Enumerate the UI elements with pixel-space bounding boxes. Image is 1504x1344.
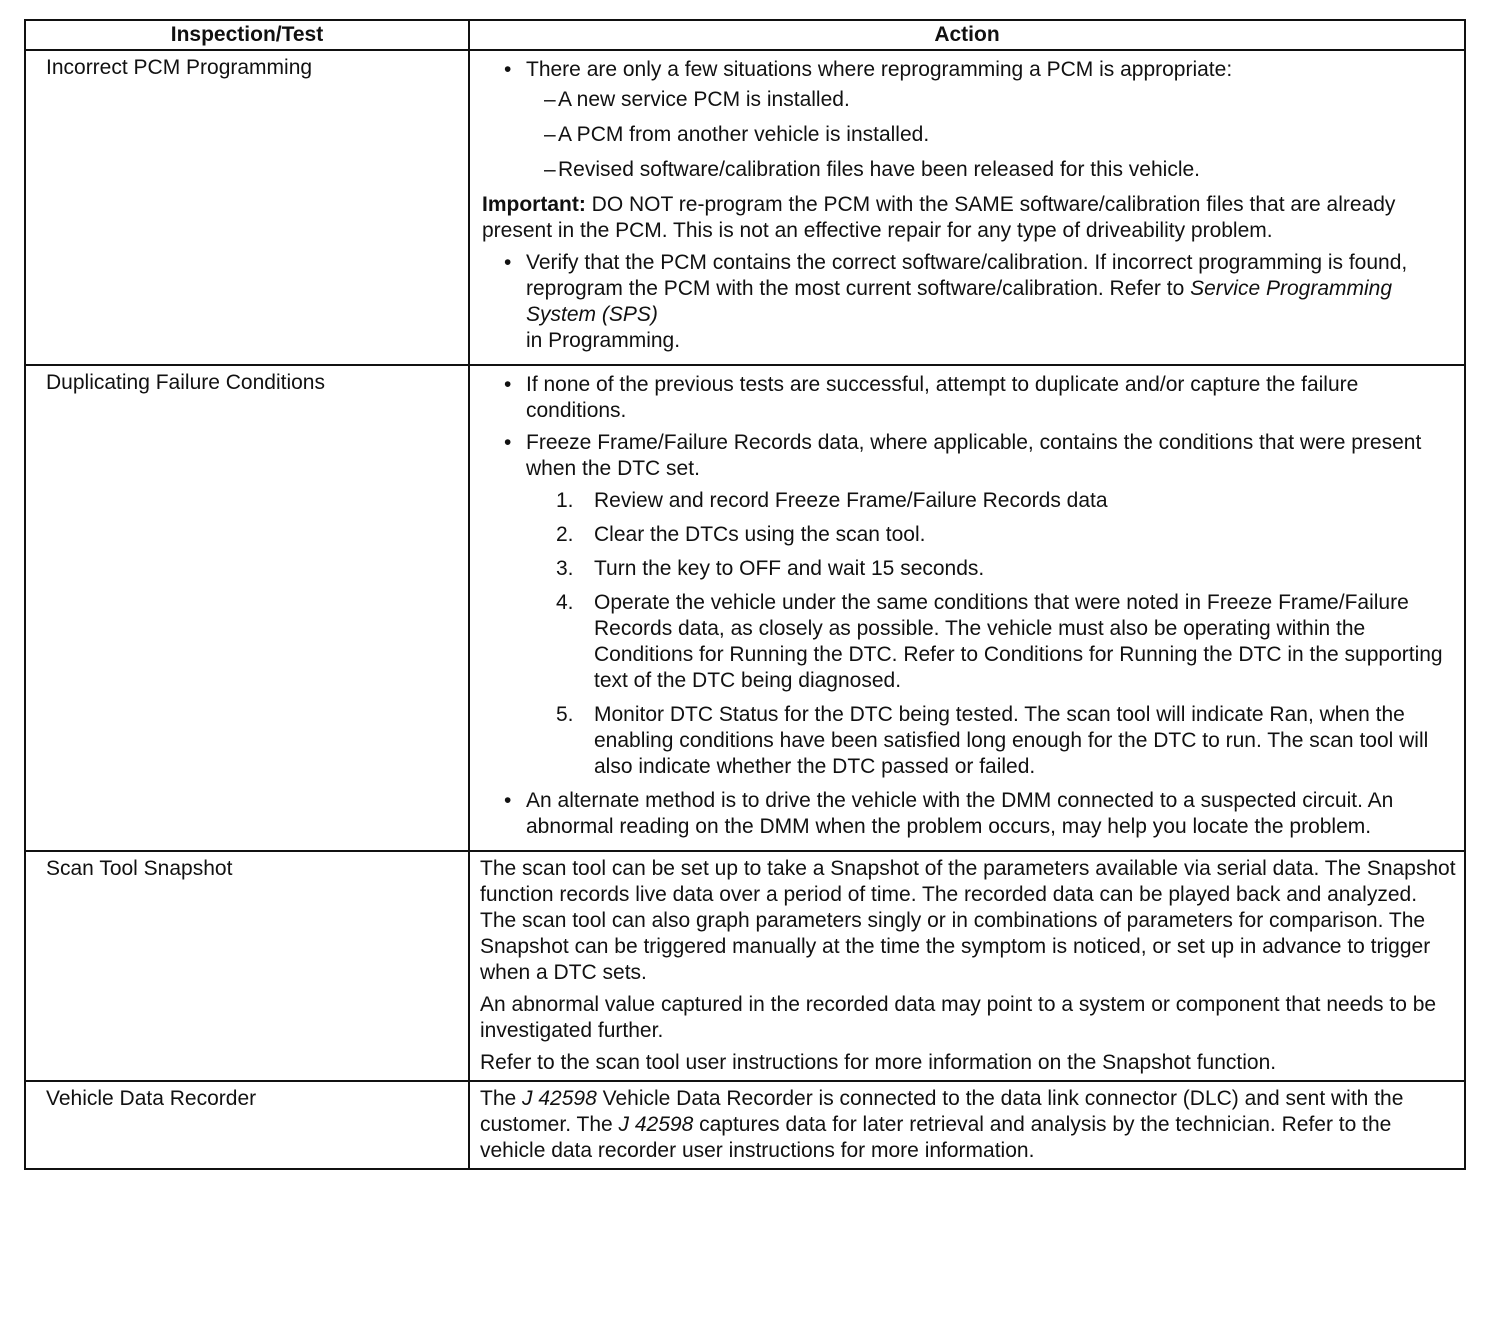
bullet-list xyxy=(480,250,1456,354)
paragraph: An abnormal value captured in the recorded data may point to a system or component that needs to be investigated further. xyxy=(480,993,1437,1042)
header-action: Action xyxy=(469,20,1465,50)
table-row xyxy=(25,851,1465,1081)
tool-number: J 42598 xyxy=(618,1113,694,1136)
inspection-test-table xyxy=(24,19,1466,1170)
bullet-item: • Verify that the PCM contains the correct software/calibration. If incorrect programming is found, reprogram the PCM with the most current software/calibration. Refer to Service Programming System (SPS) in Programming. xyxy=(480,250,1456,354)
row-label-scan-tool-snapshot: Scan Tool Snapshot xyxy=(25,851,469,1081)
step-item: 1. Review and record Freeze Frame/Failure Records data xyxy=(556,489,1108,512)
reference-link: Service Programming System (SPS) xyxy=(526,277,1393,326)
bullet-item: • If none of the previous tests are successful, attempt to duplicate and/or capture the failure conditions. xyxy=(480,372,1456,424)
important-label: Important: xyxy=(482,193,586,216)
bullet-item: • An alternate method is to drive the vehicle with the DMM connected to a suspected circuit. An abnormal reading on the DMM when the problem occurs, may help you locate the problem. xyxy=(480,788,1456,840)
table-row xyxy=(25,1081,1465,1169)
bullet-list xyxy=(480,57,1456,183)
dash-item: – A PCM from another vehicle is installed. xyxy=(526,122,1456,148)
tool-number: J 42598 xyxy=(522,1087,597,1110)
bullet-list xyxy=(480,372,1456,840)
paragraph: Refer to the scan tool user instructions for more information on the Snapshot function. xyxy=(480,1051,1277,1074)
dash-item: – A new service PCM is installed. xyxy=(526,87,1456,113)
bullet-item: • Freeze Frame/Failure Records data, where applicable, contains the conditions that were present when the DTC set. 1. Review and record Freeze Frame/Failure Records data 2. Clear the DTCs using the scan tool. 3. Turn the key to OFF and wait 15 seconds. 4. Operate the vehicle under the same conditions that were noted in Freeze Frame/Failure Records data, as closely as possible. The vehicle must also be operating within the Conditions for Running the DTC. Refer to Conditions for Running the DTC in the supporting text of the DTC being diagnosed. 5. Monitor DTC Status for the DTC being tested. The scan tool will indicate Ran, when the enabling conditions have been satisfied long enough for the DTC to run. The scan tool will also indicate whether the DTC passed or failed. xyxy=(480,430,1456,780)
step-item: 3. Turn the key to OFF and wait 15 seconds. xyxy=(556,557,985,580)
header-inspection-test: Inspection/Test xyxy=(25,20,469,50)
action-cell xyxy=(469,1081,1465,1169)
row-label-duplicating-failure-conditions: Duplicating Failure Conditions xyxy=(25,365,469,851)
step-item: 2. Clear the DTCs using the scan tool. xyxy=(556,523,926,546)
row-label-vehicle-data-recorder: Vehicle Data Recorder xyxy=(25,1081,469,1169)
row-label-incorrect-pcm-programming: Incorrect PCM Programming xyxy=(25,50,469,365)
bullet-item: • There are only a few situations where reprogramming a PCM is appropriate: – A new service PCM is installed. – A PCM from another vehicle is installed. – Revised software/calibration files have been released for this vehicle. xyxy=(480,57,1456,183)
paragraph: The J 42598 Vehicle Data Recorder is connected to the data link connector (DLC) and sent with the customer. The J 42598 captures data for later retrieval and analysis by the technician. Refer to the vehicle data recorder user instructions for more information. xyxy=(480,1087,1404,1162)
table-row xyxy=(25,365,1465,851)
step-item: 5. Monitor DTC Status for the DTC being tested. The scan tool will indicate Ran, when the enabling conditions have been satisfied long enough for the DTC to run. The scan tool will also indicate whether the DTC passed or failed. xyxy=(556,703,1429,778)
step-item: 4. Operate the vehicle under the same conditions that were noted in Freeze Frame/Failure Records data, as closely as possible. The vehicle must also be operating within the Conditions for Running the DTC. Refer to Conditions for Running the DTC in the supporting text of the DTC being diagnosed. xyxy=(556,591,1443,692)
table-row xyxy=(25,50,1465,365)
header-row xyxy=(25,20,1465,50)
action-cell xyxy=(469,851,1465,1081)
action-cell xyxy=(469,50,1465,365)
dash-item: – Revised software/calibration files have been released for this vehicle. xyxy=(526,157,1456,183)
step-list xyxy=(526,488,1456,780)
paragraph: The scan tool can be set up to take a Snapshot of the parameters available via serial data. The Snapshot function records live data over a period of time. The recorded data can be played back and analyzed. The scan tool can also graph parameters singly or in combinations of parameters for comparison. The Snapshot can be triggered manually at the time the symptom is noticed, or set up in advance to trigger when a DTC sets. xyxy=(480,857,1456,984)
dash-list xyxy=(526,87,1456,183)
action-cell xyxy=(469,365,1465,851)
important-note: Important: DO NOT re-program the PCM with the SAME software/calibration files that are already present in the PCM. This is not an effective repair for any type of driveability problem. xyxy=(482,193,1396,242)
